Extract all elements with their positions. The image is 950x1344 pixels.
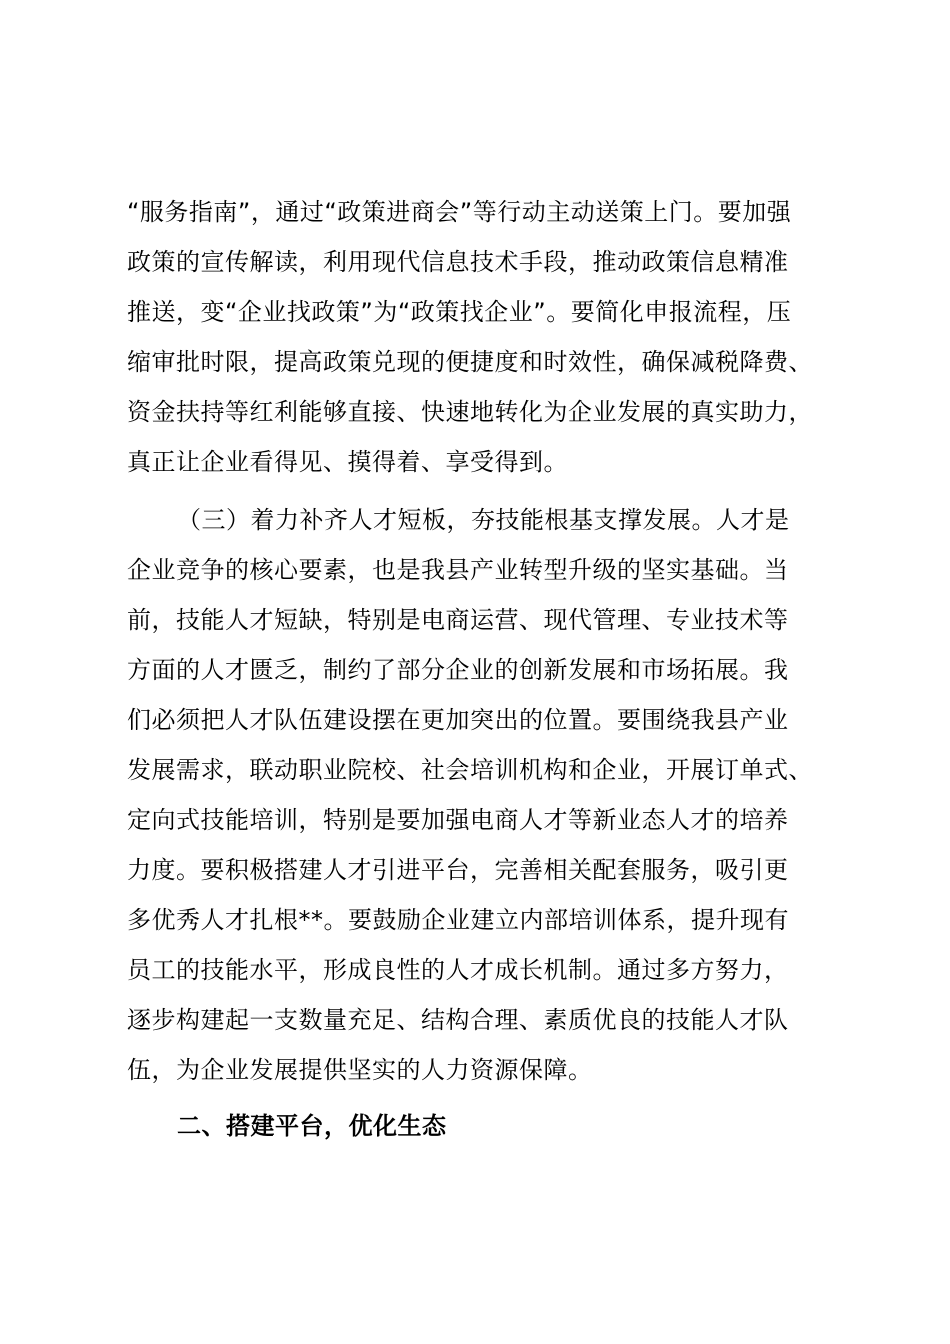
paragraph2-line: 发展需求，联动职业院校、社会培训机构和企业，开展订单式、 [127,756,813,784]
paragraph1-line: 真正让企业看得见、摸得着、享受得到。 [127,448,568,476]
paragraph2-line: （三）着力补齐人才短板，夯技能根基支撑发展。人才是 [177,506,790,534]
paragraph2-line: 方面的人才匮乏，制约了部分企业的创新发展和市场拓展。我 [127,656,789,684]
paragraph2-line: 定向式技能培训，特别是要加强电商人才等新业态人才的培养 [127,806,789,834]
paragraph2-line: 员工的技能水平，形成良性的人才成长机制。通过多方努力， [127,956,789,984]
paragraph1-line: 资金扶持等红利能够直接、快速地转化为企业发展的真实助力， [127,398,813,426]
paragraph1-line: “服务指南”，通过“政策进商会”等行动主动送策上门。要加强 [127,198,792,226]
paragraph1-line: 缩审批时限，提高政策兑现的便捷度和时效性，确保减税降费、 [127,348,813,376]
paragraph2-line: 企业竞争的核心要素，也是我县产业转型升级的坚实基础。当 [127,556,789,584]
paragraph2-line: 伍，为企业发展提供坚实的人力资源保障。 [127,1056,593,1084]
section-heading: 二、搭建平台，优化生态 [177,1112,447,1140]
paragraph1-line: 推送，变“企业找政策”为“政策找企业”。要简化申报流程，压 [127,298,792,326]
paragraph1-line: 政策的宣传解读，利用现代信息技术手段，推动政策信息精准 [127,248,789,276]
paragraph2-line: 逐步构建起一支数量充足、结构合理、素质优良的技能人才队 [127,1006,789,1034]
paragraph2-line: 多优秀人才扎根**。要鼓励企业建立内部培训体系，提升现有 [127,906,789,934]
paragraph2-line: 力度。要积极搭建人才引进平台，完善相关配套服务，吸引更 [127,856,789,884]
paragraph2-line: 们必须把人才队伍建设摆在更加突出的位置。要围绕我县产业 [127,706,789,734]
paragraph2-line: 前，技能人才短缺，特别是电商运营、现代管理、专业技术等 [127,606,789,634]
